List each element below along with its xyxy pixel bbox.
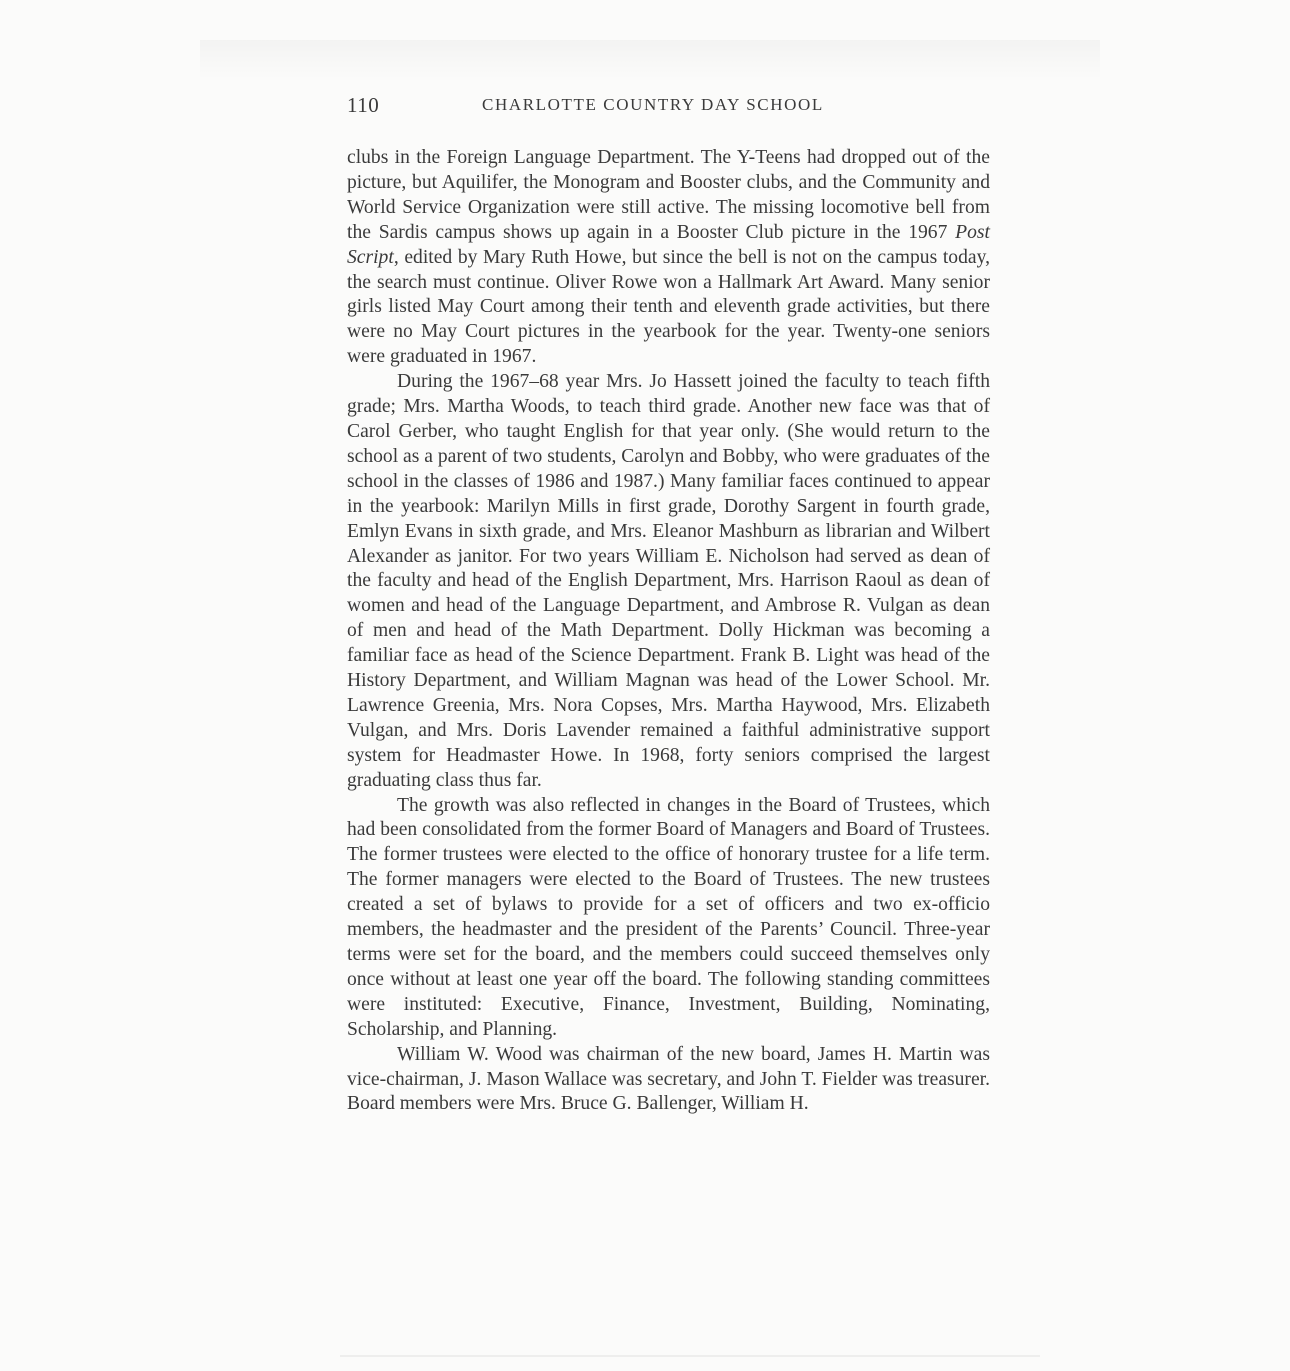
body-text: [347, 146, 990, 1117]
page-number: 110: [347, 93, 380, 117]
book-title: CHARLOTTE COUNTRY DAY SCHOOL: [482, 95, 824, 114]
paragraph: William W. Wood was chairman of the new board, James H. Martin was vice-chairman, J. Mason Wallace was secretary, and John T. Fielder was treasurer. Board members were Mrs. Bruce G. Ballenger, William H.: [347, 1043, 990, 1115]
paragraph-text: , edited by Mary Ruth Howe, but since the bell is not on the campus today, the search must continue. Oliver Rowe won a Hallmark Art Award. Many senior girls listed May Court among their tenth and eleventh grade activities, but there were no May Court pictures in the yearbook for the year. Twenty-one seniors were graduated in 1967.: [347, 246, 990, 368]
paragraph-text: clubs in the Foreign Language Department. The Y-Teens had dropped out of the picture, but Aquilifer, the Monogram and Booster clubs, and the Community and World Service Organization were still active. The missing locomotive bell from the Sardis campus shows up again in a Booster Club picture in the 1967: [347, 147, 990, 243]
paragraph: The growth was also reflected in changes in the Board of Trustees, which had been consolidated from the former Board of Managers and Board of Trustees. The former trustees were elected to the office of honorary trustee for a life term. The former managers were elected to the Board of Trustees. The new trustees created a set of bylaws to provide for a set of officers and two ex-officio members, the headmaster and the president of the Parents’ Council. Three-year terms were set for the board, and the members could succeed themselves only once without at least one year off the board. The following standing committees were instituted: Executive, Finance, Investment, Building, Nominating, Scholarship, and Planning.: [347, 794, 990, 1040]
paragraph: During the 1967–68 year Mrs. Jo Hassett joined the faculty to teach fifth grade; Mrs. Martha Woods, to teach third grade. Another new face was that of Carol Gerber, who taught English for that year only. (She would return to the school as a parent of two students, Carolyn and Bobby, who were graduates of the school in the classes of 1986 and 1987.) Many familiar faces continued to appear in the yearbook: Marilyn Mills in first grade, Dorothy Sargent in fourth grade, Emlyn Evans in sixth grade, and Mrs. Eleanor Mashburn as librarian and Wilbert Alexander as janitor. For two years William E. Nicholson had served as dean of the faculty and head of the English Department, Mrs. Harrison Raoul as dean of women and head of the Language Department, and Ambrose R. Vulgan as dean of men and head of the Math Department. Dolly Hickman was becoming a familiar face as head of the Science Department. Frank B. Light was head of the History Department, and William Magnan was head of the Lower School. Mr. Lawrence Greenia, Mrs. Nora Copses, Mrs. Martha Haywood, Mrs. Elizabeth Vulgan, and Mrs. Doris Lavender remained a faithful administrative support system for Headmaster Howe. In 1968, forty seniors comprised the largest graduating class thus far.: [347, 371, 990, 791]
publication-title: Post Script: [347, 221, 990, 268]
running-head: [347, 93, 990, 123]
paragraph: [347, 146, 990, 370]
scan-edge: [340, 1355, 1040, 1357]
scan-shadow: [200, 40, 1100, 80]
